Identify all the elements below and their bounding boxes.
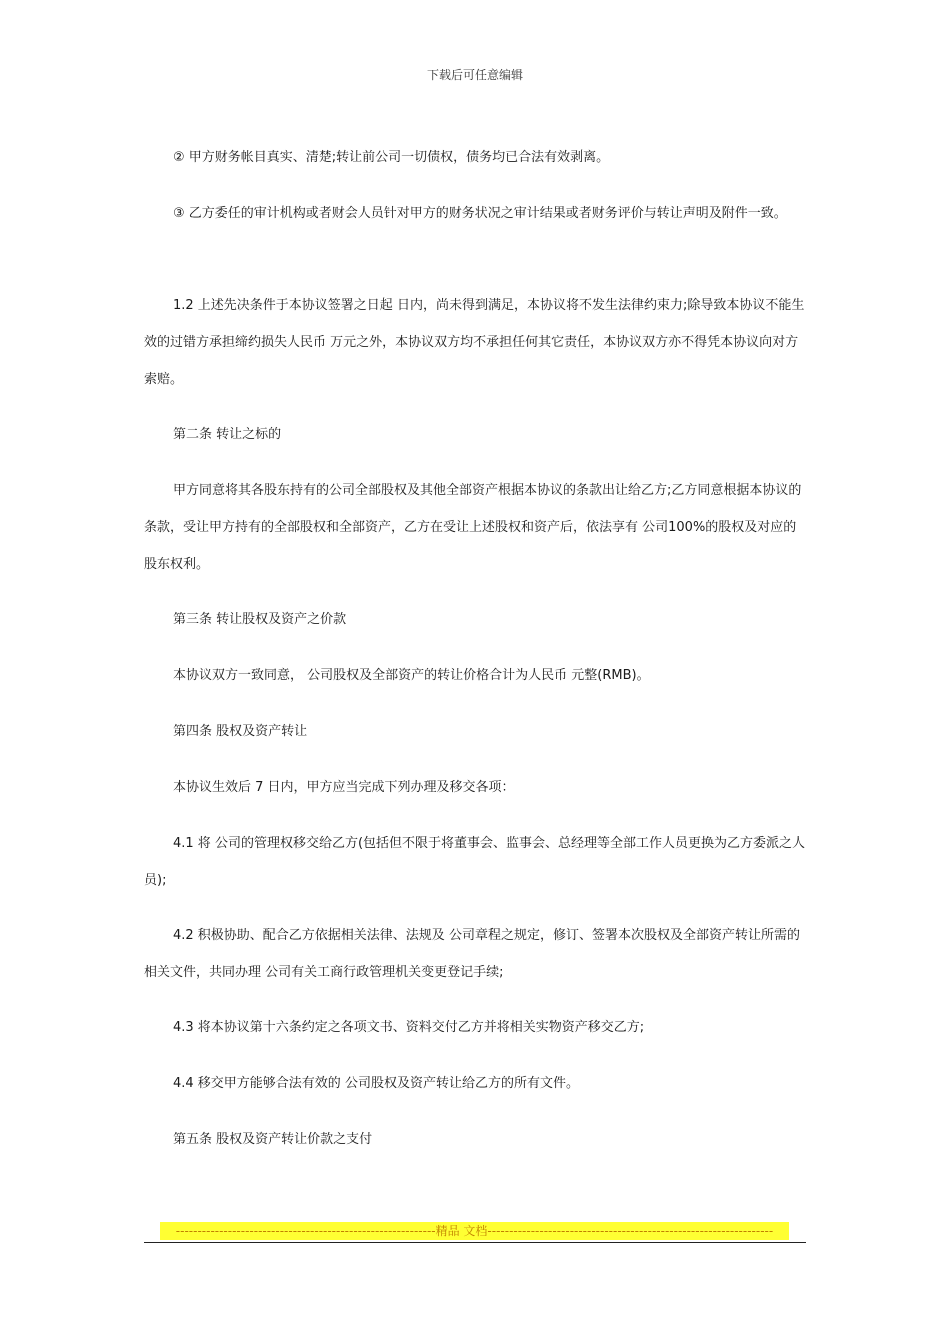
footer-divider — [144, 1242, 806, 1243]
paragraph-article-3-body: 本协议双方一致同意， 公司股权及全部资产的转让价格合计为人民币 元整(RMB)。 — [173, 668, 650, 683]
page-header: 下载后可任意编辑 — [426, 68, 523, 82]
heading-article-2: 第二条 转让之标的 — [173, 427, 282, 442]
paragraph-condition-2: ② 甲方财务帐目真实、清楚;转让前公司一切债权，债务均已合法有效剥离。 — [173, 150, 610, 165]
paragraph-clause-4-2: 4.2 积极协助、配合乙方依据相关法律、法规及 公司章程之规定，修订、签署本次股权及全部资产转让所需的相关文件，共同办理 公司有关工商行政管理机关变更登记手续; — [144, 928, 800, 980]
paragraph-article-4-intro: 本协议生效后 7 日内，甲方应当完成下列办理及移交各项： — [173, 780, 515, 795]
heading-article-5: 第五条 股权及资产转让价款之支付 — [173, 1132, 373, 1147]
paragraph-clause-4-3: 4.3 将本协议第十六条约定之各项文书、资料交付乙方并将相关实物资产移交乙方; — [173, 1020, 645, 1035]
heading-article-4: 第四条 股权及资产转让 — [173, 724, 308, 739]
paragraph-clause-1-2: 1.2 上述先决条件于本协议签署之日起 日内，尚未得到满足，本协议将不发生法律约束力;除导致本协议不能生效的过错方承担缔约损失人民币 万元之外，本协议双方均不承担任何其它责任，本协议双方亦不得凭本协议向对方索赔。 — [144, 298, 805, 387]
paragraph-condition-3: ③ 乙方委任的审计机构或者财会人员针对甲方的财务状况之审计结果或者财务评价与转让声明及附件一致。 — [173, 206, 787, 221]
paragraph-clause-4-1: 4.1 将 公司的管理权移交给乙方(包括但不限于将董事会、监事会、总经理等全部工作人员更换为乙方委派之人员); — [144, 836, 806, 888]
paragraph-article-2-body: 甲方同意将其各股东持有的公司全部股权及其他全部资产根据本协议的条款出让给乙方;乙方同意根据本协议的条款，受让甲方持有的全部股权和全部资产，乙方在受让上述股权和资产后，依法享有 公司100%的股权及对应的股东权利。 — [144, 483, 802, 572]
paragraph-clause-4-4: 4.4 移交甲方能够合法有效的 公司股权及资产转让给乙方的所有文件。 — [173, 1076, 579, 1091]
footer-banner: ------------------------------------------------------------精品 文档------------------------------------------------------------------ — [160, 1222, 789, 1240]
heading-article-3: 第三条 转让股权及资产之价款 — [173, 612, 347, 627]
